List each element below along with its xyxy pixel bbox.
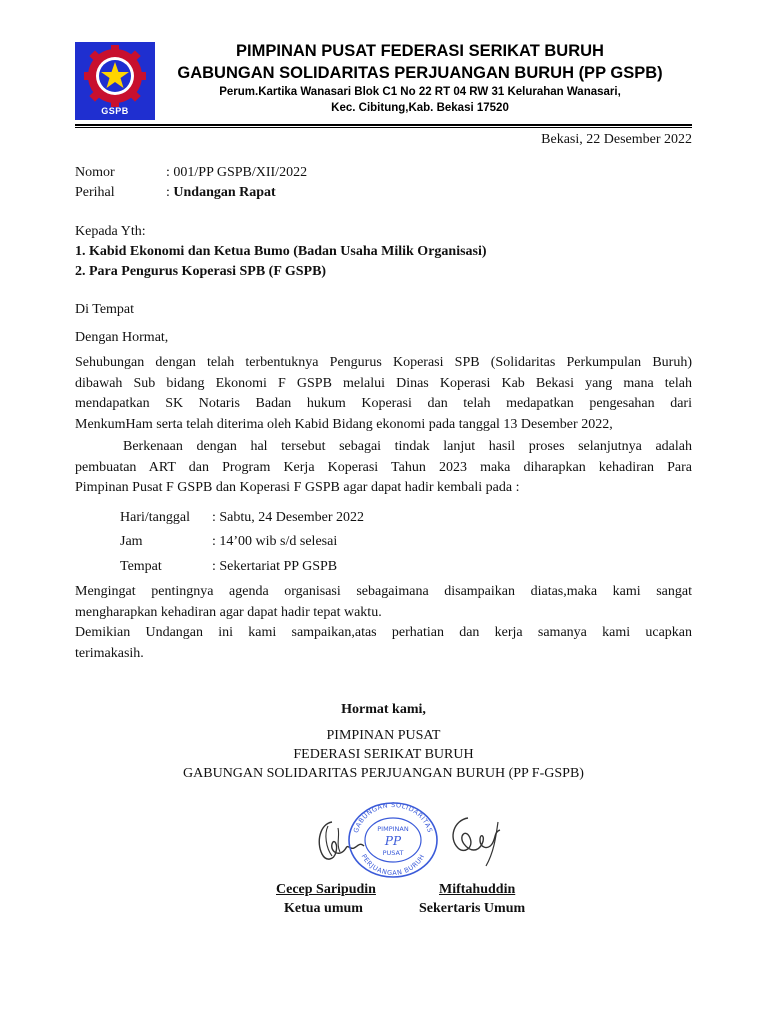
nomor-value: : 001/PP GSPB/XII/2022	[166, 165, 308, 180]
closing-org-line3: GABUNGAN SOLIDARITAS PERJUANGAN BURUH (PP F-GSPB)	[183, 766, 584, 781]
signatory-title-sekretaris: Sekertaris Umum	[419, 901, 526, 916]
paragraph-3-line: mengharapkan kehadiran agar dapat hadir tepat waktu.	[75, 604, 382, 620]
paragraph-1-line: MenkumHam serta telah diterima oleh Kabid Bidang ekonomi pada tanggal 13 Desember 2022,	[75, 416, 613, 432]
paragraph-2	[75, 437, 692, 499]
signature-sekretaris	[440, 808, 520, 878]
recipient-intro: Kepada Yth:	[75, 224, 146, 239]
recipient-item-1: 1. Kabid Ekonomi dan Ketua Bumo (Badan Usaha Milik Organisasi)	[75, 244, 487, 259]
signatory-name-ketua: Cecep Saripudin	[276, 882, 376, 897]
paragraph-1-line: Sehubungan dengan telah terbentuknya Pengurus Koperasi SPB (Solidaritas Perkumpulan Buruh)	[75, 355, 692, 370]
letter-date: Bekasi, 22 Desember 2022	[541, 132, 692, 147]
event-label-time: Jam	[120, 534, 143, 549]
perihal-row	[166, 185, 276, 201]
closing-org-line2: FEDERASI SERIKAT BURUH	[293, 747, 474, 762]
paragraph-1	[75, 353, 692, 435]
svg-text:PUSAT: PUSAT	[382, 849, 404, 857]
logo-label: GSPB	[101, 106, 129, 116]
perihal-value: Undangan Rapat	[173, 185, 276, 200]
organization-stamp	[345, 800, 441, 880]
closing-org-line1: PIMPINAN PUSAT	[326, 728, 441, 743]
header-divider-thin	[75, 127, 692, 128]
nomor-label: Nomor	[75, 165, 115, 180]
perihal-label: Perihal	[75, 185, 115, 200]
svg-text:PIMPINAN: PIMPINAN	[377, 825, 409, 833]
paragraph-4-line: terimakasih.	[75, 645, 144, 661]
paragraph-2-line: Berkenaan dengan hal tersebut sebagai tindak lanjut hasil proses selanjutnya adalah	[123, 439, 692, 454]
event-value-date: : Sabtu, 24 Desember 2022	[212, 510, 365, 525]
paragraph-4	[75, 623, 692, 664]
paragraph-3-line: Mengingat pentingnya agenda organisasi sebagaimana disampaikan diatas,maka kami sangat	[75, 584, 692, 599]
event-value-time: : 14’00 wib s/d selesai	[212, 534, 338, 549]
closing-hormat: Hormat kami,	[341, 702, 426, 717]
greeting: Dengan Hormat,	[75, 330, 169, 345]
paragraph-3	[75, 582, 692, 623]
paragraph-4-line: Demikian Undangan ini kami sampaikan,atas perhatian dan kerja samanya kami ucapkan	[75, 625, 692, 640]
gspb-logo	[75, 42, 155, 120]
paragraph-2-line: pembuatan ART dan Program Kerja Koperasi Tahun 2023 maka diharapkan kehadiran Para	[75, 459, 692, 475]
paragraph-2-line: Pimpinan Pusat F GSPB dan Koperasi F GSPB agar dapat hadir kembali pada :	[75, 480, 520, 495]
svg-text:PP: PP	[384, 834, 402, 848]
signatory-name-sekretaris: Miftahuddin	[439, 882, 516, 897]
event-label-place: Tempat	[120, 559, 162, 574]
header-divider-thick	[75, 124, 692, 126]
svg-text:GABUNGAN SOLIDARITAS: GABUNGAN SOLIDARITAS	[351, 800, 435, 834]
letterhead-address-line1: Perum.Kartika Wanasari Blok C1 No 22 RT 04 RW 31 Kelurahan Wanasari,	[219, 86, 621, 98]
letterhead-title-line1: PIMPINAN PUSAT FEDERASI SERIKAT BURUH	[236, 42, 604, 60]
paragraph-1-line: dibawah Sub bidang Ekonomi F GSPB melalui Dinas Koperasi Kab Bekasi yang mana telah	[75, 375, 692, 391]
recipient-item-2: 2. Para Pengurus Koperasi SPB (F GSPB)	[75, 264, 327, 279]
perihal-colon: :	[166, 185, 174, 200]
event-label-date: Hari/tanggal	[120, 510, 190, 525]
paragraph-1-line: mendapatkan SK Notaris Badan hukum Koperasi dan telah medapatkan pengesahan dari	[75, 396, 692, 411]
svg-text:PERJUANGAN BURUH: PERJUANGAN BURUH	[359, 852, 427, 878]
event-value-place: : Sekertariat PP GSPB	[212, 559, 338, 574]
letterhead-address-line2: Kec. Cibitung,Kab. Bekasi 17520	[331, 102, 509, 114]
recipient-place: Di Tempat	[75, 302, 135, 317]
signatory-title-ketua: Ketua umum	[284, 901, 363, 916]
letterhead-title-line2: GABUNGAN SOLIDARITAS PERJUANGAN BURUH (PP GSPB)	[177, 64, 663, 82]
